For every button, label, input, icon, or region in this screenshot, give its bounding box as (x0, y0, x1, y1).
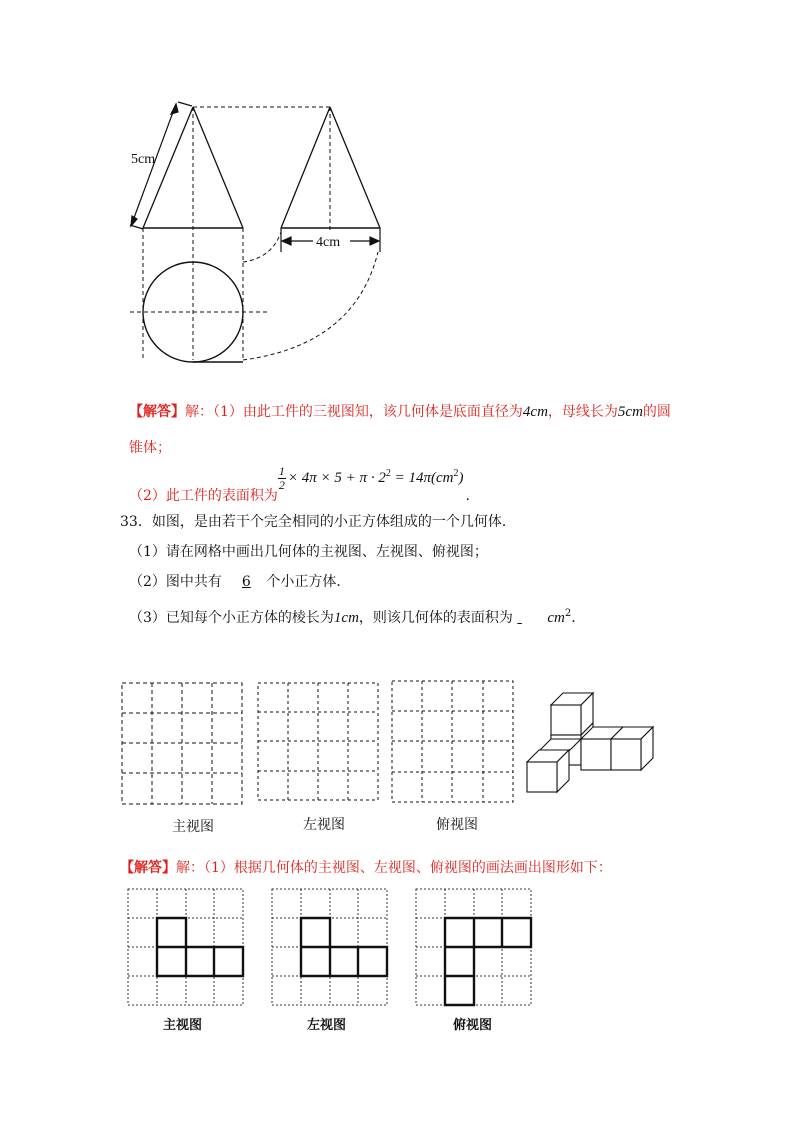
question-33-title: 33．如图，是由若干个完全相同的小正方体组成的一个几何体． (120, 514, 516, 530)
answer-views-figure (120, 882, 540, 1012)
question-33-part3: （3）已知每个小正方体的棱长为1cm，则该几何体的表面积为 $cm^2$． (129, 608, 586, 626)
answer-caption-left: 左视图 (307, 1018, 347, 1033)
surface-area-formula: $\frac{1}{2}$ × $4\pi \times 5 + \pi \cdot 2^2 = 14\pi(cm^2)$ (278, 464, 464, 493)
empty-caption-top: 俯视图 (436, 817, 478, 833)
surface-area-blank (517, 608, 547, 628)
answer2-line: 【解答】解：（1）根据几何体的主视图、左视图、俯视图的画法画出图形如下： (120, 860, 612, 876)
cube-count-blank: 6 (241, 574, 251, 590)
empty-grid-left (258, 683, 378, 800)
cube-solid-3d (527, 693, 653, 792)
answer-tag: 【解答】 (129, 404, 185, 420)
answer-tag-2: 【解答】 (120, 860, 176, 876)
answer-caption-top: 俯视图 (453, 1018, 493, 1033)
empty-grids-figure (115, 675, 675, 810)
side-view-triangle (281, 107, 380, 228)
base-length-label: 4cm (316, 235, 341, 250)
question-33-part1: （1）请在网格中画出几何体的主视图、左视图、俯视图； (129, 544, 488, 560)
slant-length-label: 5cm (131, 152, 156, 167)
answer1-line1b: 锥体； (129, 440, 171, 456)
answer1-line1: 【解答】解：（1）由此工件的三视图知，该几何体是底面直径为4cm，母线长为5cm的圆 (129, 404, 671, 420)
answer1-line2: （2）此工件的表面积为 $\frac{1}{2}$ × $4\pi \times 5 + \pi \cdot 2^2 = 14\pi(cm^2)$. (129, 464, 470, 504)
empty-grid-top (392, 681, 513, 802)
question-33-part2: （2）图中共有 6 个小正方体． (129, 574, 351, 590)
empty-caption-front: 主视图 (172, 819, 214, 835)
answer-shape-top (445, 918, 531, 1005)
answer-shape-front (157, 918, 243, 976)
front-view-triangle (143, 107, 243, 228)
empty-caption-left: 左视图 (303, 817, 345, 833)
empty-grid-front (122, 683, 242, 804)
alignment-dashes (130, 107, 378, 360)
answer-shape-left (301, 918, 387, 976)
cone-three-view-figure (110, 95, 410, 375)
answer-caption-front: 主视图 (163, 1018, 203, 1033)
